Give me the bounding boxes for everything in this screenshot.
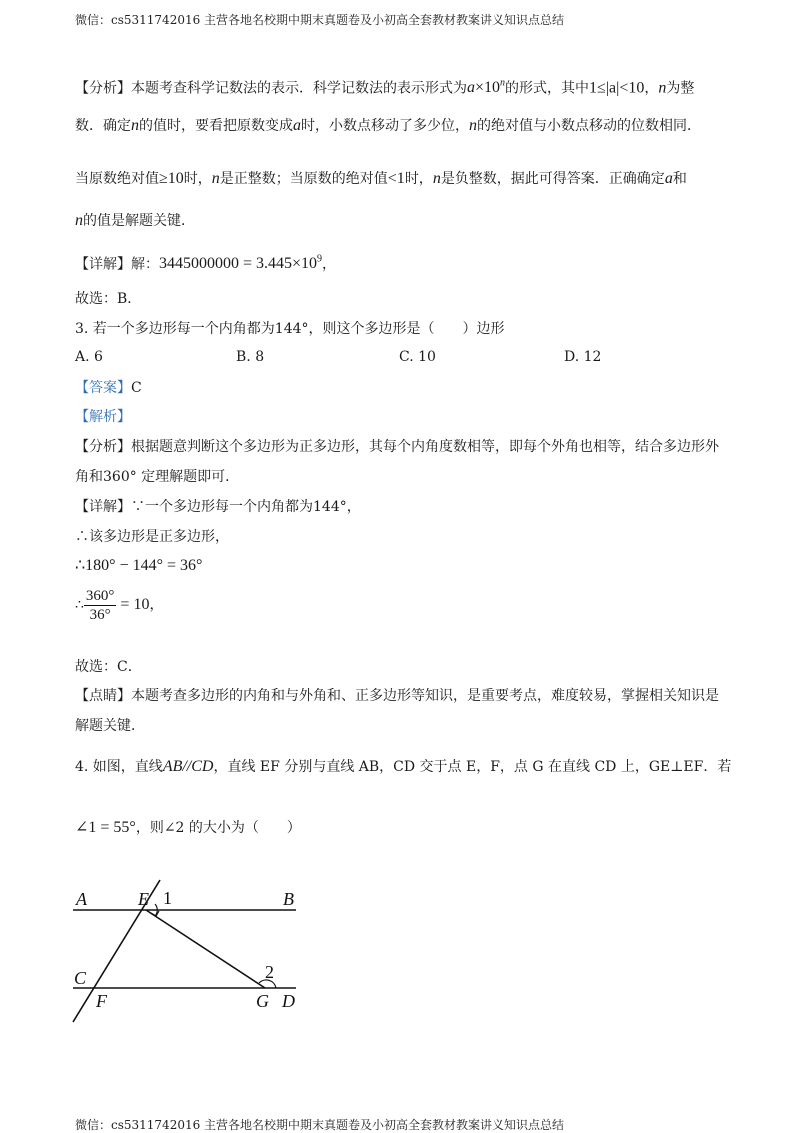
q3-detail-line-1: 【详解】∵一个多边形每一个内角都为144°， bbox=[75, 499, 361, 515]
var-a: a bbox=[293, 117, 301, 134]
math-lt: <1 bbox=[387, 170, 405, 187]
var-n: n bbox=[131, 117, 139, 134]
q2-analysis-line-1: 【分析】本题考查科学记数法的表示．科学记数法的表示形式为$a\times 10^n$的形式，其中1≤|a|<10，n为整 bbox=[75, 78, 695, 97]
q3-option-a: A. 6 bbox=[75, 349, 103, 365]
q3-comment-line-2: 解题关键． bbox=[75, 718, 145, 734]
label-a: A bbox=[76, 889, 87, 909]
q2-choice: 故选：B． bbox=[75, 291, 142, 307]
q3-detail-line-4: ∴ $\frac{360^\circ}{36^\circ}$ = 10， bbox=[75, 587, 164, 623]
q4-question-line-2: ∠1 = 55°，则∠2 的大小为（ ） bbox=[75, 819, 301, 836]
answer-value: C bbox=[131, 380, 142, 396]
detail-formula: $3445000000 = 3.445\times 10^9$ bbox=[159, 254, 323, 273]
var-n: n bbox=[658, 79, 667, 97]
parallel-notation: AB//CD bbox=[162, 758, 214, 775]
q3-detail-line-3: ∴180° − 144° = 36° bbox=[75, 557, 203, 574]
label-2: 2 bbox=[265, 962, 274, 982]
q3-analysis-line-2: 角和360° 定理解题即可． bbox=[75, 469, 240, 485]
q4-question-line-1: 4. 如图，直线AB//CD，直线 EF 分别与直线 AB，CD 交于点 E，F，点 G 在直线 CD 上，GE⊥EF．若 bbox=[75, 758, 732, 775]
answer-tag: 【答案】 bbox=[75, 380, 131, 396]
inequality: 1≤|a|<10 bbox=[589, 79, 645, 97]
label-c: C bbox=[74, 968, 87, 988]
angle-1-value: ∠1 = 55° bbox=[75, 819, 136, 836]
q3-comment-line-1: 【点睛】本题考查多边形的内角和与外角和、正多边形等知识，是重要考点，难度较易，掌握相关知识是 bbox=[75, 688, 719, 704]
label-b: B bbox=[283, 889, 294, 909]
label-f: F bbox=[96, 991, 107, 1011]
q3-analysis-line-1: 【分析】根据题意判断这个多边形为正多边形，其每个内角度数相等，即每个外角也相等，结合多边形外 bbox=[75, 439, 719, 455]
label-d: D bbox=[282, 991, 295, 1011]
q3-analysis-header: 【解析】 bbox=[75, 409, 131, 425]
analysis-tag: 【分析】 bbox=[75, 80, 131, 97]
var-n: n bbox=[469, 117, 477, 134]
text: 的形式，其中 bbox=[505, 80, 590, 97]
q2-analysis-line-3: 当原数绝对值≥10时，n是正整数；当原数的绝对值<1时，n是负整数，据此可得答案．正确确定a和 bbox=[75, 170, 687, 187]
label-e: E bbox=[138, 889, 149, 909]
q2-analysis-line-2: 数．确定n的值时，要看把原数变成a时，小数点移动了多少位，n的绝对值与小数点移动的位数相同． bbox=[75, 117, 701, 134]
var-n: n bbox=[432, 170, 441, 187]
q2-analysis-line-4: n的值是解题关键． bbox=[75, 212, 195, 229]
var-a: a bbox=[664, 170, 673, 187]
q3-option-d: D. 12 bbox=[564, 349, 602, 365]
line-eg bbox=[146, 910, 265, 988]
var-n: n bbox=[75, 212, 83, 229]
q2-detail-line: 【详解】解：$3445000000 = 3.445\times 10^9$， bbox=[75, 254, 337, 273]
label-g: G bbox=[256, 991, 269, 1011]
fraction: $\frac{360^\circ}{36^\circ}$ bbox=[85, 587, 115, 623]
var-n: n bbox=[211, 170, 220, 187]
q3-option-c: C. 10 bbox=[399, 349, 436, 365]
detail-tag: 【详解】 bbox=[75, 256, 131, 273]
label-1: 1 bbox=[163, 888, 172, 908]
text: 本题考查科学记数法的表示．科学记数法的表示形式为 bbox=[131, 80, 467, 97]
q3-choice: 故选：C． bbox=[75, 659, 142, 675]
q3-question: 3. 若一个多边形每一个内角都为144°，则这个多边形是（ ）边形 bbox=[75, 321, 505, 337]
math-ge: ≥10 bbox=[159, 170, 184, 187]
sci-notation-formula: $a\times 10^n$ bbox=[467, 78, 506, 97]
page-header: 微信：cs5311742016 主营各地名校期中期末真题卷及小初高全套教材教案讲义知识点总结 bbox=[75, 13, 565, 27]
page-footer: 微信：cs5311742016 主营各地名校期中期末真题卷及小初高全套教材教案讲义知识点总结 bbox=[75, 1118, 565, 1132]
q3-detail-line-2: ∴该多边形是正多边形， bbox=[75, 529, 229, 545]
q3-option-b: B. 8 bbox=[236, 349, 265, 365]
